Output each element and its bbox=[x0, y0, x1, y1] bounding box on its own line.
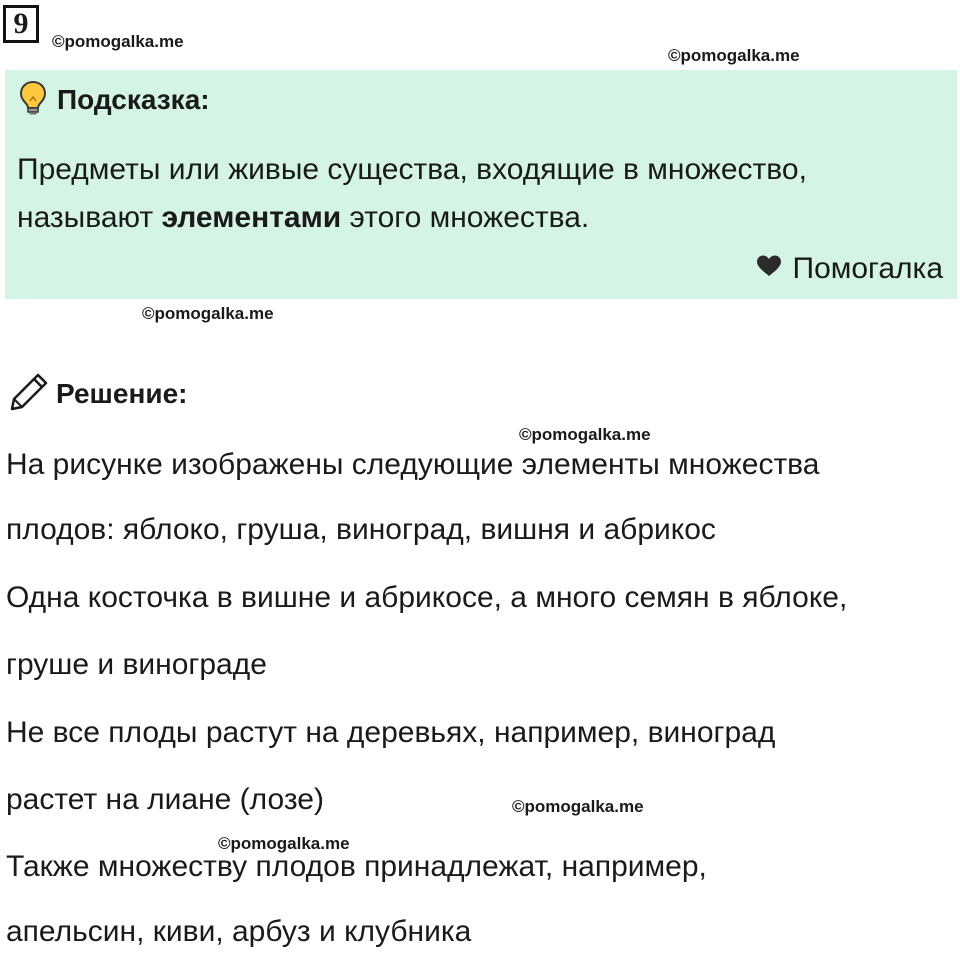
solution-line: Одна косточка в вишне и абрикосе, а много семян в яблоке, bbox=[6, 581, 848, 614]
solution-line: растет на лиане (лозе) bbox=[6, 783, 324, 816]
hint-header bbox=[19, 82, 210, 118]
hint-box bbox=[5, 70, 957, 299]
solution-line: Не все плоды растут на деревьях, например, виноград bbox=[6, 716, 776, 749]
hint-text bbox=[17, 146, 937, 242]
hint-title: Подсказка: bbox=[57, 84, 210, 115]
solution-line: апельсин, киви, арбуз и клубника bbox=[6, 915, 472, 948]
watermark: ©pomogalka.me bbox=[142, 304, 274, 323]
hint-text-part: Предметы или живые существа, входящие в множество, называют bbox=[17, 153, 807, 234]
hint-text-bold: элементами bbox=[161, 201, 342, 234]
pencil-icon bbox=[8, 371, 50, 418]
hint-text-part: этого множества. bbox=[341, 201, 590, 234]
heart-icon bbox=[755, 252, 783, 286]
solution-header bbox=[8, 372, 187, 416]
watermark: ©pomogalka.me bbox=[519, 425, 651, 444]
task-number: 9 bbox=[3, 5, 39, 43]
watermark: ©pomogalka.me bbox=[52, 32, 184, 51]
solution-line: Также множеству плодов принадлежат, например, bbox=[6, 850, 707, 883]
solution-line: груше и винограде bbox=[6, 648, 267, 681]
lightbulb-icon bbox=[19, 80, 47, 121]
watermark: ©pomogalka.me bbox=[512, 797, 644, 816]
solution-line: плодов: яблоко, груша, виноград, вишня и абрикос bbox=[6, 513, 716, 546]
solution-title: Решение: bbox=[56, 378, 188, 409]
watermark: ©pomogalka.me bbox=[218, 834, 350, 853]
signature bbox=[755, 252, 944, 286]
solution-line: На рисунке изображены следующие элементы множества bbox=[6, 448, 820, 481]
watermark: ©pomogalka.me bbox=[668, 46, 800, 65]
signature-text: Помогалка bbox=[792, 252, 943, 285]
